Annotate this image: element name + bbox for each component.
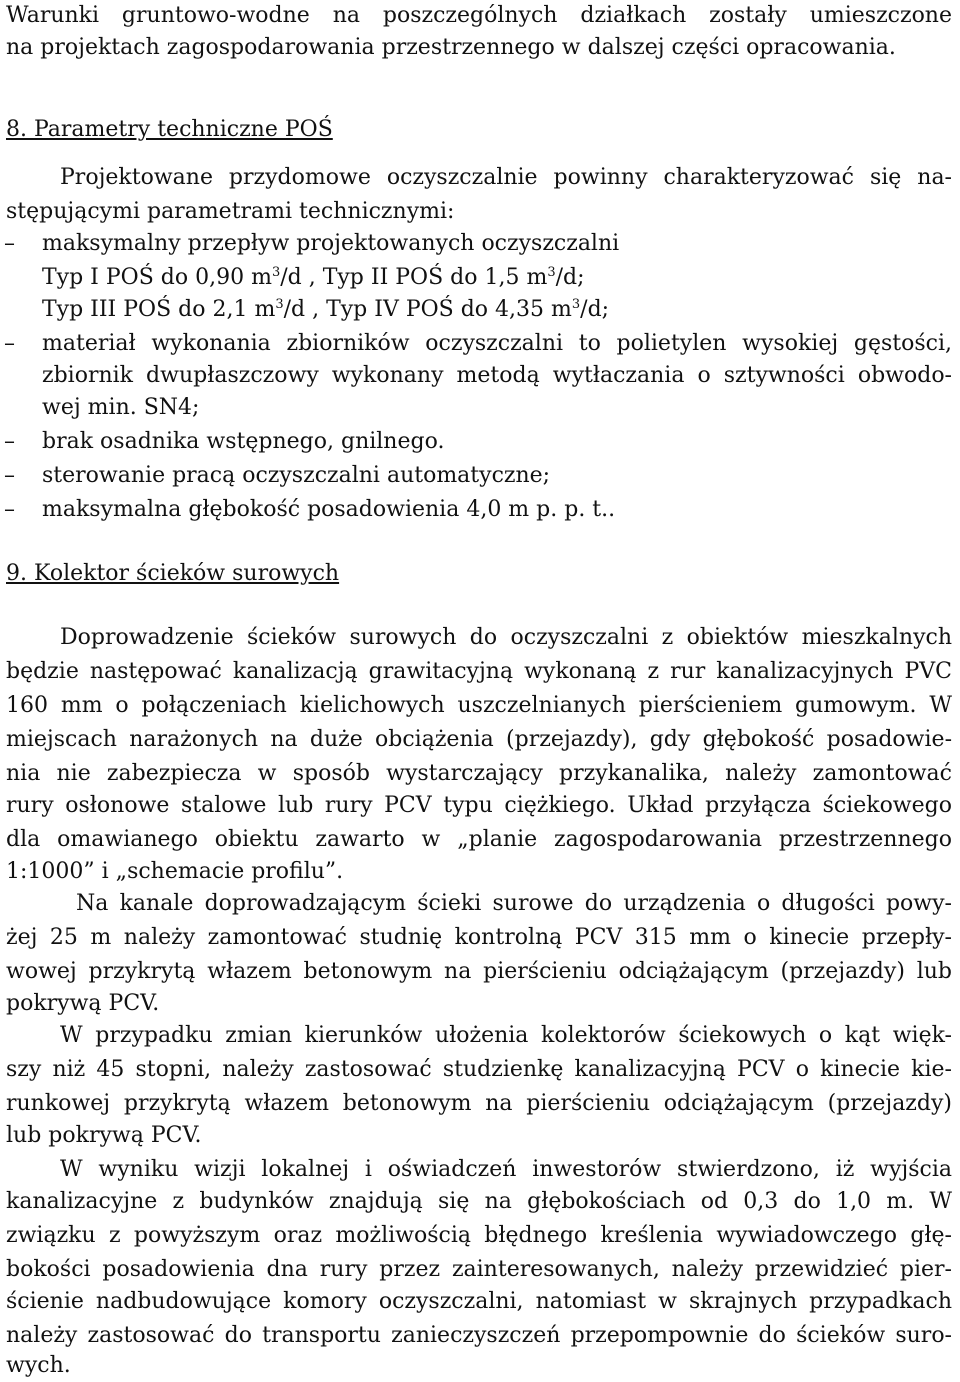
intro-line-2: na projektach zagospodarowania przestrzennego w dalszej części opracowania. [6, 35, 896, 60]
section-9-heading: 9. Kolektor ścieków surowych [6, 561, 340, 586]
list-dash: – [4, 463, 15, 488]
p4-line: kanalizacyjne z budynków znajdują się na głębokościach od 0,3 do 1,0 m. W [6, 1189, 952, 1214]
p4-line: należy zastosować do transportu zanieczyszczeń przepompownie do ścieków suro- [6, 1323, 952, 1348]
p3-line: W przypadku zmian kierunków ułożenia kolektorów ściekowych o kąt więk- [60, 1023, 952, 1048]
list-item-settler: brak osadnika wstępnego, gnilnego. [42, 429, 445, 454]
p4-line: W wyniku wizji lokalnej i oświadczeń inwestorów stwierdzono, iż wyjścia [60, 1157, 952, 1182]
p1-line: będzie następować kanalizacją grawitacyjną wykonaną z rur kanalizacyjnych PVC [6, 659, 952, 684]
list-item-control: sterowanie pracą oczyszczalni automatyczne; [42, 463, 551, 488]
p2-line: Na kanale doprowadzającym ścieki surowe do urządzenia o długości powy- [76, 891, 952, 916]
list-item-material-3: wej min. SN4; [42, 395, 200, 420]
p2-line: pokrywą PCV. [6, 991, 160, 1016]
p4-line: bokości posadowienia dna rury przez zainteresowanych, należy przewidzieć pier- [6, 1257, 952, 1282]
list-item-depth: maksymalna głębokość posadowienia 4,0 m p. p. t.. [42, 497, 616, 522]
flow-line-1: Typ I POŚ do 0,90 $m^3/d$ , Typ II POŚ do 1,5 $m^3/d$; [42, 265, 585, 290]
p4-line: związku z powyższym oraz możliwością błędnego kreślenia wywiadowczego głę- [6, 1223, 952, 1248]
list-dash: – [4, 429, 15, 454]
list-item-material-1: materiał wykonania zbiorników oczyszczalni to polietylen wysokiej gęstości, [42, 331, 952, 356]
p4-line: ścienie nadbudowujące komory oczyszczalni, natomiast w skrajnych przypadkach [6, 1289, 952, 1314]
p4-line: wych. [6, 1353, 71, 1378]
section-8-heading: 8. Parametry techniczne POŚ [6, 117, 333, 142]
p1-line: 1:1000” i „schemacie profilu”. [6, 859, 344, 884]
p1-line: dla omawianego obiektu zawarto w „planie zagospodarowania przestrzennego [6, 827, 952, 852]
section-8-lead-2: stępującymi parametrami technicznymi: [6, 199, 455, 224]
p1-line: 160 mm o połączeniach kielichowych uszczelnianych pierścieniem gumowym. W [6, 693, 952, 718]
p3-line: lub pokrywą PCV. [6, 1123, 202, 1148]
section-8-lead-1: Projektowane przydomowe oczyszczalnie powinny charakteryzować się na- [60, 165, 952, 190]
flow-line-2: Typ III POŚ do 2,1 $m^3/d$ , Typ IV POŚ do 4,35 $m^3/d$; [42, 297, 610, 322]
list-dash: – [4, 231, 15, 256]
p2-line: żej 25 m należy zamontować studnię kontrolną PCV 315 mm o kinecie przepły- [6, 925, 952, 950]
p1-line: miejscach narażonych na duże obciążenia (przejazdy), gdy głębokość posadowie- [6, 727, 952, 752]
p1-line: rury osłonowe stalowe lub rury PCV typu ciężkiego. Układ przyłącza ściekowego [6, 793, 952, 818]
intro-line-1: Warunki gruntowo-wodne na poszczególnych działkach zostały umieszczone [6, 3, 952, 28]
p1-line: nia nie zabezpiecza w sposób wystarczający przykanalika, należy zamontować [6, 761, 952, 786]
p3-line: runkowej przykrytą włazem betonowym na pierścieniu odciążającym (przejazdy) [6, 1091, 952, 1116]
list-item-material-2: zbiornik dwupłaszczowy wykonany metodą wytłaczania o sztywności obwodo- [42, 363, 952, 388]
list-dash: – [4, 331, 15, 356]
list-dash: – [4, 497, 15, 522]
p3-line: szy niż 45 stopni, należy zastosować studzienkę kanalizacyjną PCV o kinecie kie- [6, 1057, 952, 1082]
list-item-flow: maksymalny przepływ projektowanych oczyszczalni [42, 231, 620, 256]
p1-line: Doprowadzenie ścieków surowych do oczyszczalni z obiektów mieszkalnych [60, 625, 952, 650]
p2-line: wowej przykrytą włazem betonowym na pierścieniu odciążającym (przejazdy) lub [6, 959, 952, 984]
